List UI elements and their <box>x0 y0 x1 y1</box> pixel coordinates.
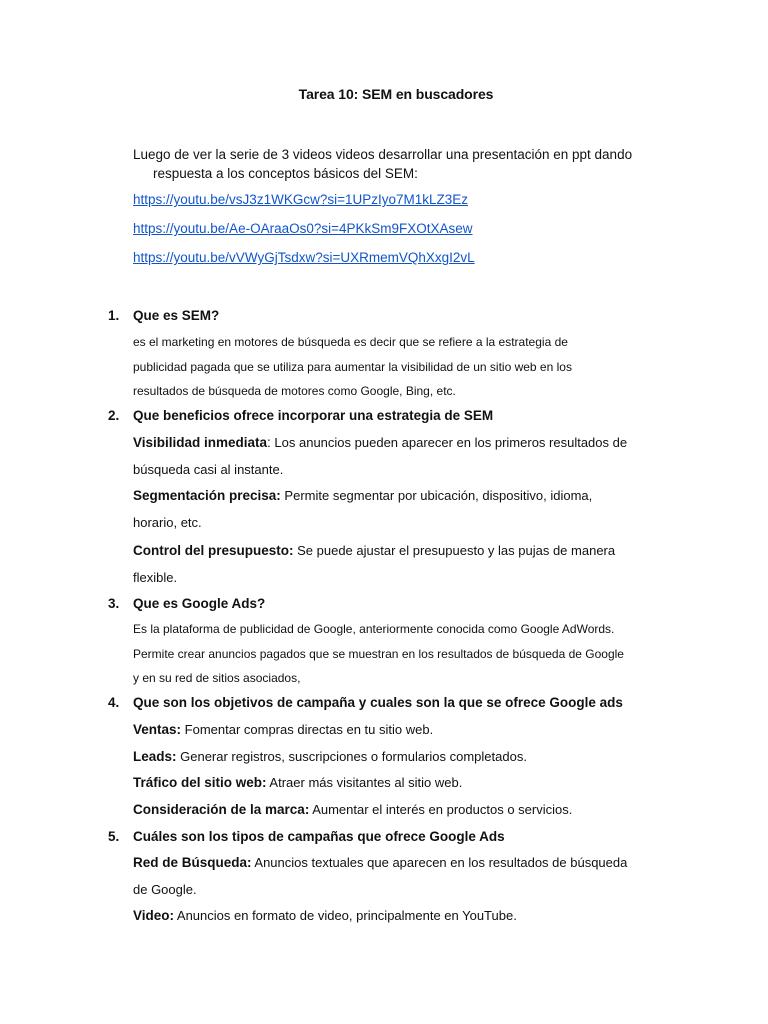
objective-term: Tráfico del sitio web: <box>133 775 267 790</box>
objective-term: Consideración de la marca: <box>133 801 310 817</box>
objective-desc: Aumentar el interés en productos o servicios. <box>309 801 573 817</box>
campaign-type-desc: Anuncios en formato de video, principalmente en YouTube. <box>174 908 517 923</box>
campaign-type-term: Video: <box>133 908 175 923</box>
campaign-type-list <box>133 850 673 930</box>
benefit-item <box>133 538 673 591</box>
benefit-desc: Se puede ajustar el presupuesto y las pujas de manera <box>293 543 616 558</box>
page-title: Tarea 10: SEM en buscadores <box>298 86 494 102</box>
answer-line: publicidad pagada que se utiliza para aumentar la visibilidad de un sitio web en los <box>133 359 572 374</box>
question-3-heading <box>108 596 668 611</box>
intro-line-1: Luego de ver la serie de 3 videos videos desarrollar una presentación en ppt dando <box>133 147 633 162</box>
answer-line: y en su red de sitios asociados, <box>133 671 301 685</box>
question-title: Que beneficios ofrece incorporar una estrategia de SEM <box>133 408 494 423</box>
question-number: 2. <box>108 408 120 423</box>
benefit-term: Visibilidad inmediata <box>133 435 268 450</box>
objective-item <box>133 717 673 744</box>
answer-line: resultados de búsqueda de motores como Google, Bing, etc. <box>133 384 456 398</box>
question-4-heading <box>108 695 668 710</box>
campaign-type-item <box>133 903 673 930</box>
question-number: 1. <box>108 308 120 323</box>
benefit-cont: búsqueda casi al instante. <box>133 461 284 477</box>
campaign-type-item <box>133 850 673 877</box>
benefit-item <box>133 430 673 483</box>
video-link-2[interactable]: https://youtu.be/Ae-OAraaOs0?si=4PKkSm9FXOtXAsew <box>133 221 473 236</box>
question-2-heading <box>108 408 668 423</box>
objective-item <box>133 770 673 797</box>
objective-list <box>133 717 673 823</box>
video-link-3[interactable]: https://youtu.be/vVWyGjTsdxw?si=UXRmemVQhXxgI2vL <box>133 250 475 265</box>
objective-term: Ventas: <box>133 722 182 737</box>
question-title: Que es SEM? <box>133 308 220 323</box>
question-number: 4. <box>108 695 120 710</box>
objective-item <box>133 744 673 771</box>
question-number: 3. <box>108 596 120 611</box>
benefit-term: Control del presupuesto: <box>133 543 294 558</box>
question-title: Que son los objetivos de campaña y cuales son la que se ofrece Google ads <box>133 695 623 710</box>
question-1-heading <box>108 308 668 323</box>
objective-desc: Atraer más visitantes al sitio web. <box>266 775 463 790</box>
campaign-type-term: Red de Búsqueda: <box>133 855 252 870</box>
question-title: Cuáles son los tipos de campañas que ofrece Google Ads <box>133 829 505 844</box>
objective-item <box>133 797 673 824</box>
objective-desc: Generar registros, suscripciones o formularios completados. <box>176 748 527 764</box>
benefit-cont: flexible. <box>133 569 178 585</box>
benefit-item <box>133 483 673 536</box>
answer-line: Es la plataforma de publicidad de Google, anteriormente conocida como Google AdWords. <box>133 622 615 636</box>
objective-term: Leads: <box>133 748 177 764</box>
question-title: Que es Google Ads? <box>133 596 266 611</box>
campaign-type-desc: Anuncios textuales que aparecen en los resultados de búsqueda <box>251 855 628 870</box>
campaign-type-cont: de Google. <box>133 881 197 897</box>
answer-line: Permite crear anuncios pagados que se muestran en los resultados de búsqueda de Google <box>133 646 624 661</box>
objective-desc: Fomentar compras directas en tu sitio web. <box>181 722 434 737</box>
benefit-desc: Permite segmentar por ubicación, dispositivo, idioma, <box>280 488 593 503</box>
question-3-answer <box>133 617 673 691</box>
answer-line: es el marketing en motores de búsqueda es decir que se refiere a la estrategia de <box>133 335 568 349</box>
intro-line-2: respuesta a los conceptos básicos del SEM: <box>153 166 418 181</box>
benefit-term: Segmentación precisa: <box>133 488 281 503</box>
question-number: 5. <box>108 829 120 844</box>
question-5-heading <box>108 829 668 844</box>
benefit-cont: horario, etc. <box>133 514 202 530</box>
question-1-answer <box>133 330 673 404</box>
video-link-1[interactable]: https://youtu.be/vsJ3z1WKGcw?si=1UPzIyo7M1kLZ3Ez <box>133 192 469 207</box>
benefit-desc: Los anuncios pueden aparecer en los primeros resultados de <box>270 435 628 450</box>
intro-paragraph <box>133 145 673 183</box>
benefit-sep: : <box>267 435 271 450</box>
